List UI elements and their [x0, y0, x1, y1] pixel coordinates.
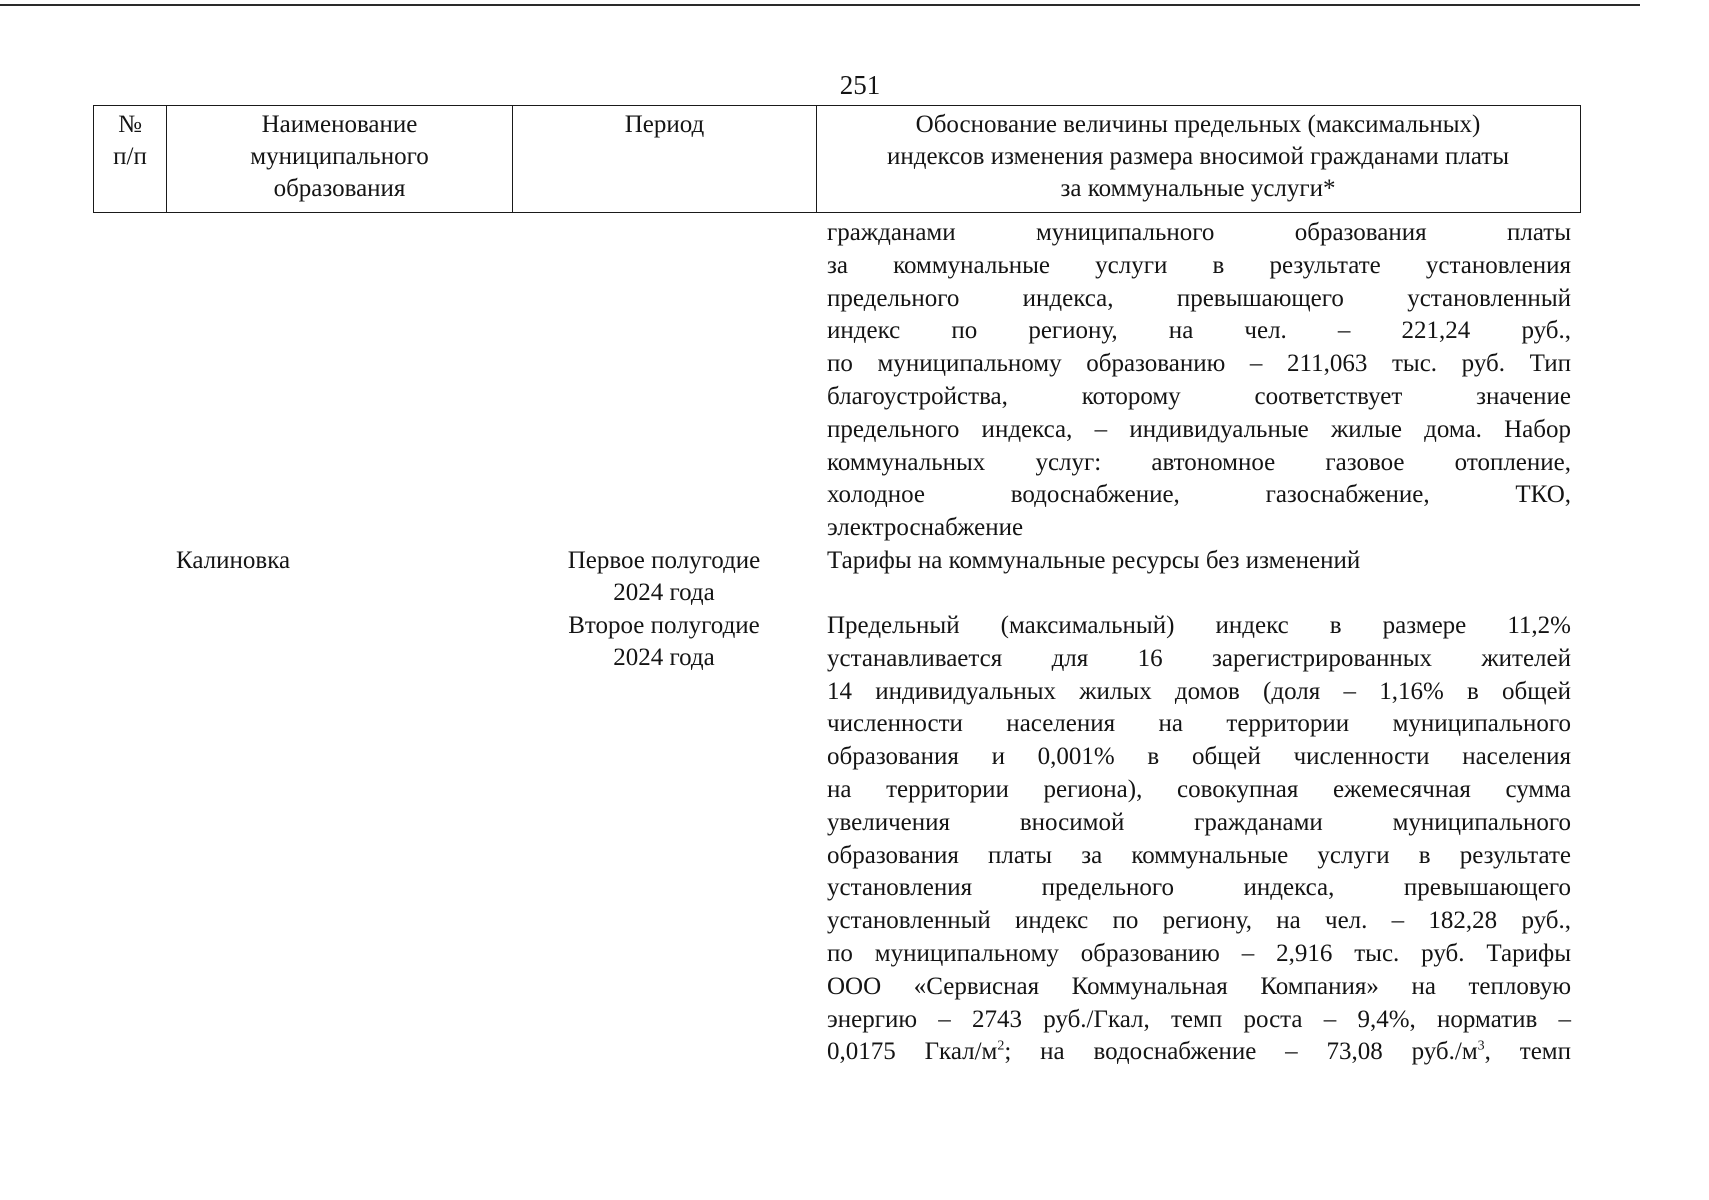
header-col-justification: Обоснование величины предельных (максимальных) индексов изменения размера вносимой гражданами платы за коммунальные услуги* — [886, 111, 1510, 202]
period-first-half: Первое полугодие 2024 года — [567, 547, 761, 606]
header-col-period: Период — [513, 106, 817, 212]
top-rule — [0, 4, 1640, 6]
municipality-name: Калиновка — [176, 547, 291, 574]
table-header — [93, 105, 1581, 213]
page-number: 251 — [839, 70, 881, 100]
justification-last-line: 0,0175 Гкал/$м^2$; на водоснабжение – 73,08 $руб./м^3$, темп — [827, 1038, 1571, 1066]
continuation-paragraph: гражданами муниципального образования платы за коммунальные услуги в результате установления предельного индекса, превышающего установленный индекс по региону, на чел. – 221,24 руб., по муниципальному образованию – 211,063 тыс. руб. Тип благоустройства, которому соответствует значение предельного индекса, – индивидуальные жилые дома. Набор коммунальных услуг: автономное газовое отопление, холодное водоснабжение, газоснабжение, ТКО, электроснабжение — [827, 219, 1571, 542]
header-col-number: № п/п — [94, 106, 167, 212]
header-col-municipality: Наименование муниципального образования — [167, 106, 513, 212]
period-second-half: Второе полугодие 2024 года — [568, 612, 760, 671]
justification-second-half: Предельный (максимальный) индекс в размере 11,2% устанавливается для 16 зарегистрированных жителей 14 индивидуальных жилых домов (доля – 1,16% в общей численности населения на территории муниципального образования и 0,001% в общей численности населения на территории региона), совокупная ежемесячная сумма увеличения вносимой гражданами муниципального образования платы за коммунальные услуги в результате установления предельного индекса, превышающего установленный индекс по региону, на чел. – 182,28 руб., по муниципальному образованию – 2,916 тыс. руб. Тарифы ООО «Сервисная Коммунальная Компания» на тепловую энергию – 2743 руб./Гкал, темп роста – 9,4%, норматив – 0,0175 Гкал/$м^2$; на водоснабжение – 73,08 $руб./м^3$, темп — [827, 610, 1571, 1069]
justification-first-half: Тарифы на коммунальные ресурсы без изменений — [827, 547, 1361, 574]
